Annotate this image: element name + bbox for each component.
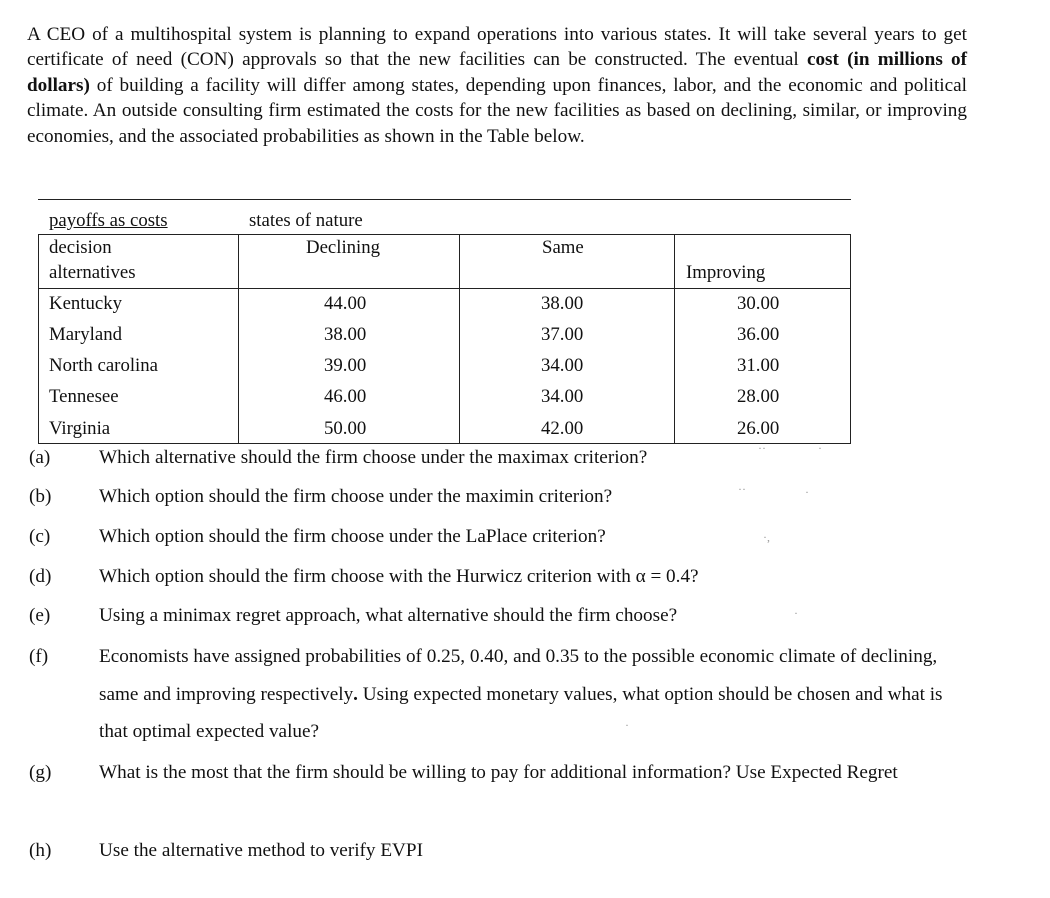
cell-maryland-same: 37.00: [541, 324, 584, 345]
question-label-f: (f): [29, 646, 49, 667]
question-label-d: (d): [29, 566, 52, 587]
question-label-c: (c): [29, 526, 51, 547]
intro-text-2: of building a facility will differ among states, depending upon finances, labor, and the economic and political climate. An outside consulting firm estimated the costs for the new facilities as based on declining, similar, or improving economies, and the associated probabilities as shown in the Table below.: [27, 74, 967, 147]
cell-kentucky-declining: 44.00: [324, 293, 367, 314]
column-header-declining: Declining: [306, 237, 381, 258]
question-label-g: (g): [29, 762, 52, 783]
scan-speck: ··: [758, 441, 766, 455]
question-label-b: (b): [29, 486, 52, 507]
question-text-f-part1: Economists have assigned probabilities of 0.25, 0.40, and 0.35 to the possible economic climate of declining, same and improving respectively: [99, 646, 938, 705]
question-text-a: Which alternative should the firm choose under the maximax criterion?: [99, 447, 648, 468]
column-header-same: Same: [542, 237, 584, 258]
row-label-maryland: Maryland: [49, 324, 123, 345]
question-text-c: Which option should the firm choose under the LaPlace criterion?: [99, 526, 606, 547]
scan-speck: ·: [625, 718, 629, 732]
scan-speck: ·: [805, 485, 809, 499]
question-label-a: (a): [29, 447, 51, 468]
cell-tennesee-same: 34.00: [541, 386, 584, 407]
table-vline-3: [674, 234, 675, 444]
intro-text-1: A CEO of a multihospital system is planning to expand operations into various states. It will take several years to get certificate of need (CON) approvals so that the new facilities can be constructed. The eventual: [27, 24, 967, 71]
decision-label: decision: [49, 237, 112, 258]
row-label-tennesee: Tennesee: [49, 386, 119, 407]
cell-tennesee-improving: 28.00: [737, 386, 780, 407]
table-vline-1: [238, 234, 239, 444]
cell-maryland-improving: 36.00: [737, 324, 780, 345]
question-text-b: Which option should the firm choose under the maximin criterion?: [99, 486, 613, 507]
row-label-north-carolina: North carolina: [49, 355, 158, 376]
scan-speck: ·: [794, 606, 798, 620]
alternatives-label: alternatives: [49, 262, 136, 283]
row-label-kentucky: Kentucky: [49, 293, 123, 314]
intro-paragraph: [27, 22, 967, 149]
table-top-rule: [38, 199, 851, 200]
cell-kentucky-improving: 30.00: [737, 293, 780, 314]
row-label-virginia: Virginia: [49, 418, 111, 439]
intro-bold-cost: cost (in millions of dollars): [27, 49, 967, 96]
question-label-h: (h): [29, 840, 52, 861]
table-header-rule: [38, 288, 851, 289]
cell-virginia-improving: 26.00: [737, 418, 780, 439]
cell-north-carolina-same: 34.00: [541, 355, 584, 376]
question-text-h: Use the alternative method to verify EVPI: [99, 840, 423, 861]
cell-tennesee-declining: 46.00: [324, 386, 367, 407]
scan-speck: ·: [818, 441, 822, 455]
question-label-e: (e): [29, 605, 51, 626]
question-text-g: What is the most that the firm should be willing to pay for additional information? Use Expected Regret: [99, 762, 898, 783]
cell-north-carolina-improving: 31.00: [737, 355, 780, 376]
table-vline-2: [459, 234, 460, 444]
question-text-d: Which option should the firm choose with the Hurwicz criterion with α = 0.4?: [99, 566, 699, 587]
scan-speck: ··: [738, 482, 746, 496]
question-text-e: Using a minimax regret approach, what alternative should the firm choose?: [99, 605, 678, 626]
cell-maryland-declining: 38.00: [324, 324, 367, 345]
column-header-improving: Improving: [686, 262, 766, 283]
cell-kentucky-same: 38.00: [541, 293, 584, 314]
cell-virginia-same: 42.00: [541, 418, 584, 439]
question-text-f-period: .: [353, 683, 358, 705]
payoffs-label: payoffs as costs: [49, 210, 168, 231]
cell-virginia-declining: 50.00: [324, 418, 367, 439]
question-text-f-part2: Using expected monetary values, what option should be chosen and what is that optimal expected value?: [99, 683, 943, 742]
scan-speck: ·,: [763, 530, 770, 544]
cell-north-carolina-declining: 39.00: [324, 355, 367, 376]
states-of-nature-label: states of nature: [249, 210, 363, 231]
question-text-f: [99, 638, 969, 751]
